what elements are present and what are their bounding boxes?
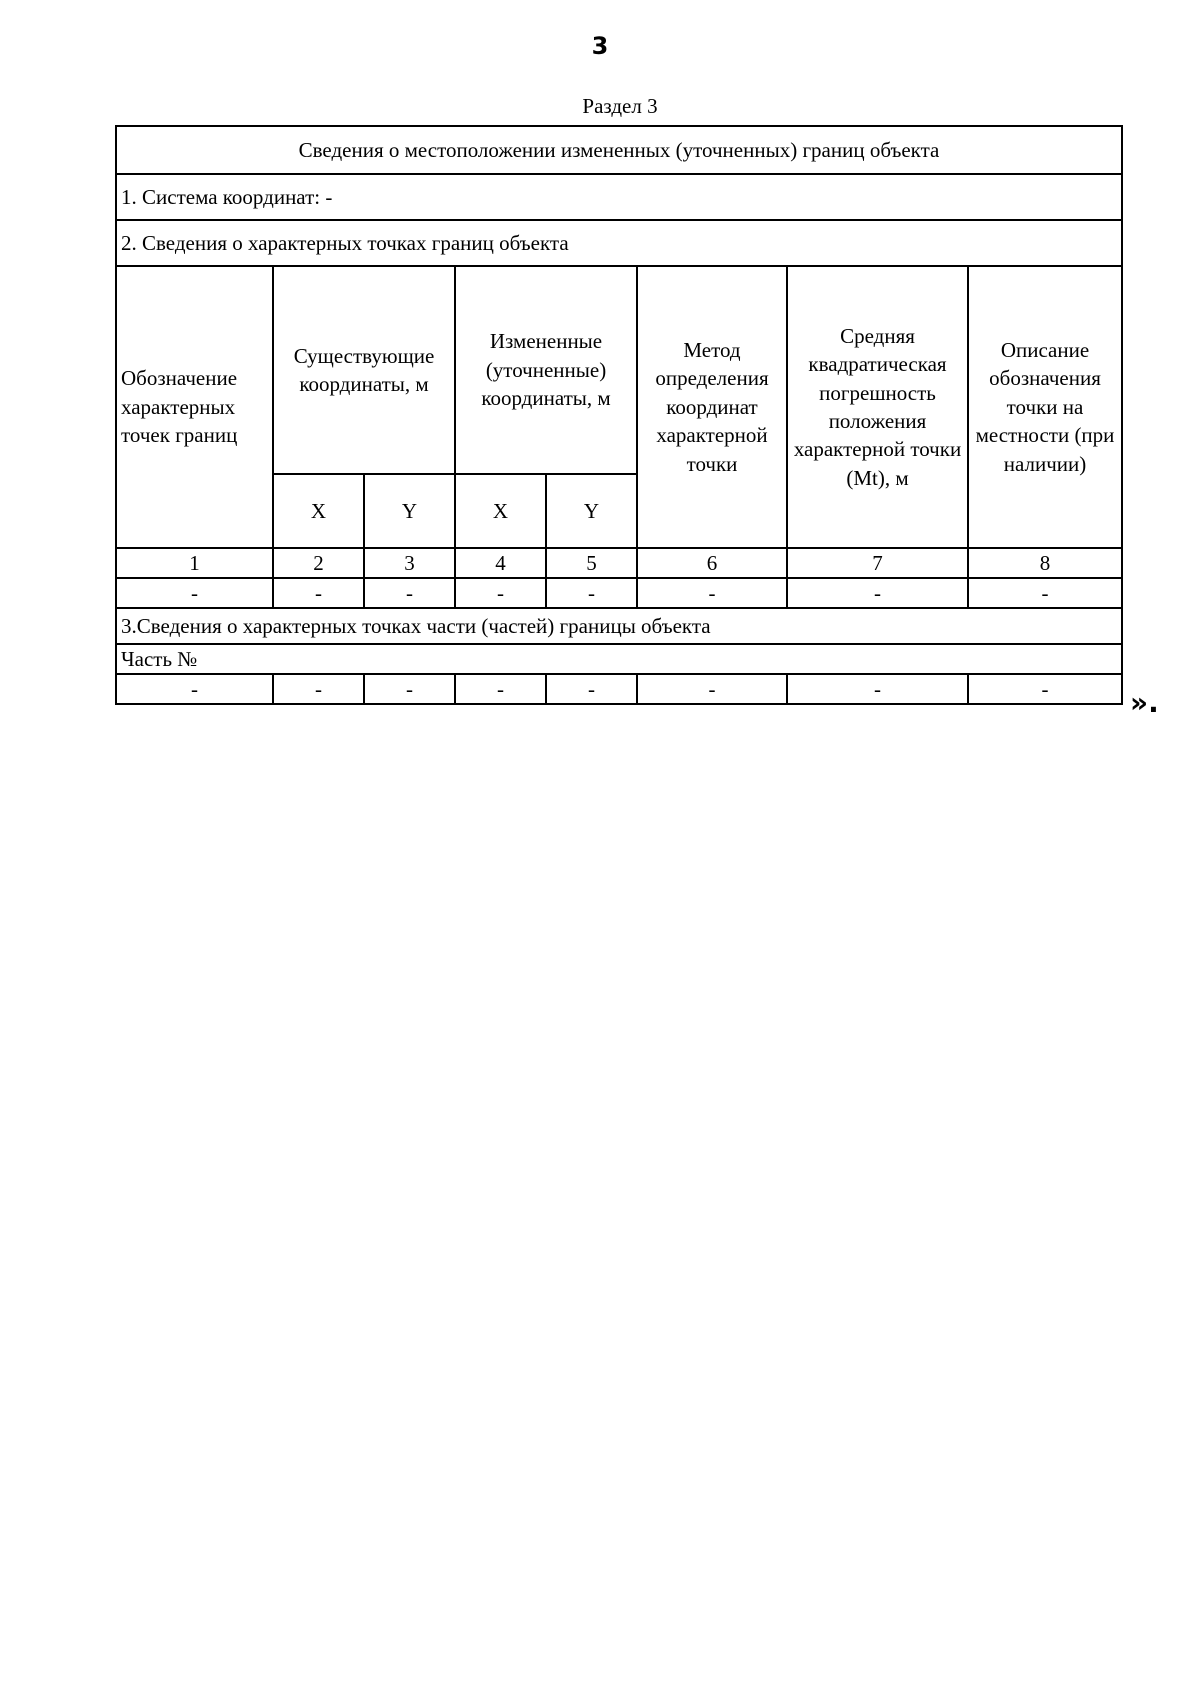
table-cell: - (637, 674, 787, 704)
column-number: 1 (116, 548, 273, 578)
table-title-row (116, 126, 1122, 174)
header-method: Метод определения координат характерной точки (637, 266, 787, 548)
header-description: Описание обозначения точки на местности (при наличии) (968, 266, 1122, 548)
table-cell: - (116, 674, 273, 704)
part-label-row (116, 644, 1122, 674)
parts-heading-row (116, 608, 1122, 644)
table-cell: - (273, 674, 364, 704)
table-cell: - (455, 578, 546, 608)
column-number: 8 (968, 548, 1122, 578)
header-changed-y: Y (546, 474, 637, 548)
table-cell: - (787, 578, 968, 608)
table-cell: - (968, 674, 1122, 704)
table-row (116, 674, 1122, 704)
table-cell: - (787, 674, 968, 704)
boundary-table (115, 125, 1123, 705)
points-heading: 2. Сведения о характерных точках границ объекта (116, 220, 1122, 266)
table-title: Сведения о местоположении измененных (уточненных) границ объекта (116, 126, 1122, 174)
section-heading: Раздел 3 (582, 94, 658, 118)
header-designation: Обозначение характерных точек границ (116, 266, 273, 548)
table-cell: - (637, 578, 787, 608)
header-existing-x: X (273, 474, 364, 548)
points-heading-row (116, 220, 1122, 266)
column-number: 4 (455, 548, 546, 578)
table-cell: - (273, 578, 364, 608)
header-mean-error: Средняя квадратическая погрешность положения характерной точки (Mt), м (787, 266, 968, 548)
table-cell: - (364, 674, 455, 704)
table-cell: - (116, 578, 273, 608)
table-row (116, 578, 1122, 608)
column-number: 3 (364, 548, 455, 578)
header-changed-x: X (455, 474, 546, 548)
table-cell: - (546, 578, 637, 608)
column-number-row (116, 548, 1122, 578)
closing-quote-mark: ». (1130, 686, 1159, 719)
column-number: 2 (273, 548, 364, 578)
coordinate-system: 1. Система координат: - (116, 174, 1122, 220)
column-number: 6 (637, 548, 787, 578)
column-number: 5 (546, 548, 637, 578)
page-number: 3 (591, 32, 609, 60)
table-cell: - (364, 578, 455, 608)
header-existing-y: Y (364, 474, 455, 548)
table-cell: - (968, 578, 1122, 608)
header-row (116, 266, 1122, 474)
header-existing-coords: Существующие координаты, м (273, 266, 455, 474)
coordinate-system-row (116, 174, 1122, 220)
part-label: Часть № (116, 644, 1122, 674)
parts-heading: 3.Сведения о характерных точках части (частей) границы объекта (116, 608, 1122, 644)
column-number: 7 (787, 548, 968, 578)
header-changed-coords: Измененные (уточненные) координаты, м (455, 266, 637, 474)
table-cell: - (546, 674, 637, 704)
table-cell: - (455, 674, 546, 704)
